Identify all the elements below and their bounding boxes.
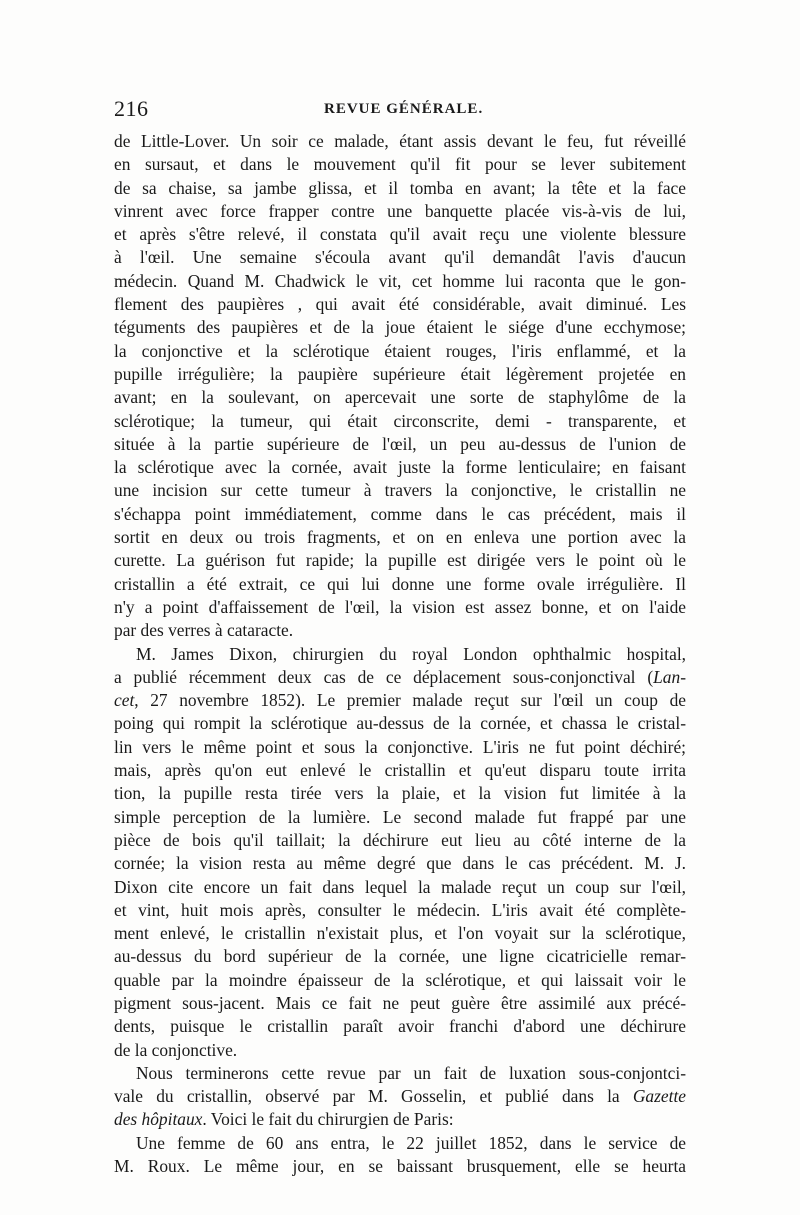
text-line: poing qui rompit la sclérotique au-dessus de la cornée, et chassa le cristal- (114, 713, 686, 734)
text-line: flement des paupières , qui avait été considérable, avait diminué. Les (114, 294, 686, 315)
text-line: et vint, huit mois après, consulter le médecin. L'iris avait été complète- (114, 899, 686, 920)
text-line: vinrent avec force frapper contre une banquette placée vis-à-vis de lui, (114, 200, 686, 221)
text-line: pigment sous-jacent. Mais ce fait ne peut guère être assimilé aux précé- (114, 992, 686, 1013)
text-line: mais, après qu'on eut enlevé le cristallin et qu'eut disparu toute irrita (114, 760, 686, 781)
text-line: M. Roux. Le même jour, en se baissant brusquement, elle se heurta (114, 1156, 686, 1177)
text-line: Dixon cite encore un fait dans lequel la malade reçut un coup sur l'œil, (114, 876, 686, 897)
text-line: et après s'être relevé, il constata qu'il avait reçu une violente blessure (114, 224, 686, 245)
page-header (114, 96, 686, 126)
text-line: dents, puisque le cristallin paraît avoir franchi d'abord une déchirure (114, 1016, 686, 1037)
text-line: ment enlevé, le cristallin n'existait plus, et l'on voyait sur la sclérotique, (114, 923, 686, 944)
text-line: la conjonctive et la sclérotique étaient rouges, l'iris enflammé, et la (114, 340, 686, 361)
text-line: avant; en la soulevant, on apercevait une sorte de staphylôme de la (114, 387, 686, 408)
text-line: la sclérotique avec la cornée, avait juste la forme lenticulaire; en faisant (114, 457, 686, 478)
body-text (114, 130, 686, 1178)
page-number: 216 (114, 96, 149, 121)
text-line: de sa chaise, sa jambe glissa, et il tomba en avant; la tête et la face (114, 177, 686, 198)
text-line: cristallin a été extrait, ce qui lui donne une forme ovale irrégulière. Il (114, 573, 686, 594)
text-line: sclérotique; la tumeur, qui était circonscrite, demi - transparente, et (114, 410, 686, 431)
text-line: située à la partie supérieure de l'œil, un peu au-dessus de l'union de (114, 433, 686, 454)
text-line: s'échappa point immédiatement, comme dans le cas précédent, mais il (114, 503, 686, 524)
text-line: cornée; la vision resta au même degré que dans le cas précédent. M. J. (114, 853, 686, 874)
text-line: pièce de bois qu'il taillait; la déchirure eut lieu au côté interne de la (114, 829, 686, 850)
text-line: à l'œil. Une semaine s'écoula avant qu'il demandât l'avis d'aucun (114, 247, 686, 268)
text-line: médecin. Quand M. Chadwick le vit, cet homme lui raconta que le gon- (114, 270, 686, 291)
text-line: des hôpitaux. Voici le fait du chirurgien de Paris: (114, 1109, 454, 1130)
text-line: tion, la pupille resta tirée vers la plaie, et la vision fut limitée à la (114, 783, 686, 804)
text-line: simple perception de la lumière. Le second malade fut frappé par une (114, 806, 686, 827)
text-line: de la conjonctive. (114, 1039, 238, 1060)
text-line: lin vers le même point et sous la conjonctive. L'iris ne fut point déchiré; (114, 736, 686, 757)
text-line: une incision sur cette tumeur à travers la conjonctive, le cristallin ne (114, 480, 686, 501)
text-line: par des verres à cataracte. (114, 620, 294, 641)
text-line: M. James Dixon, chirurgien du royal London ophthalmic hospital, (136, 643, 686, 664)
text-line: Une femme de 60 ans entra, le 22 juillet 1852, dans le service de (136, 1132, 686, 1153)
text-line: Nous terminerons cette revue par un fait de luxation sous-conjontci- (136, 1062, 686, 1083)
text-line: n'y a point d'affaissement de l'œil, la vision est assez bonne, et on l'aide (114, 596, 686, 617)
text-line: au-dessus du bord supérieur de la cornée, une ligne cicatricielle remar- (114, 946, 686, 967)
text-line: curette. La guérison fut rapide; la pupille est dirigée vers le point où le (114, 550, 686, 571)
text-line: pupille irrégulière; la paupière supérieure était légèrement projetée en (114, 363, 686, 384)
text-line: de Little-Lover. Un soir ce malade, étant assis devant le feu, fut réveillé (114, 131, 686, 151)
text-line: quable par la moindre épaisseur de la sclérotique, et qui laissait voir le (114, 969, 686, 990)
text-line: vale du cristallin, observé par M. Gosselin, et publié dans la Gazette (114, 1086, 686, 1107)
text-line: en sursaut, et dans le mouvement qu'il fit pour se lever subitement (114, 154, 686, 175)
text-line: cet, 27 novembre 1852). Le premier malade reçut sur l'œil un coup de (114, 690, 686, 711)
text-line: a publié récemment deux cas de ce déplacement sous-conjonctival (Lan- (114, 666, 686, 687)
text-line: téguments des paupières et de la joue étaient le siége d'une ecchymose; (114, 317, 686, 338)
text-line: sortit en deux ou trois fragments, et on en enleva une portion avec la (114, 527, 686, 548)
running-title: REVUE GÉNÉRALE. (324, 101, 484, 117)
